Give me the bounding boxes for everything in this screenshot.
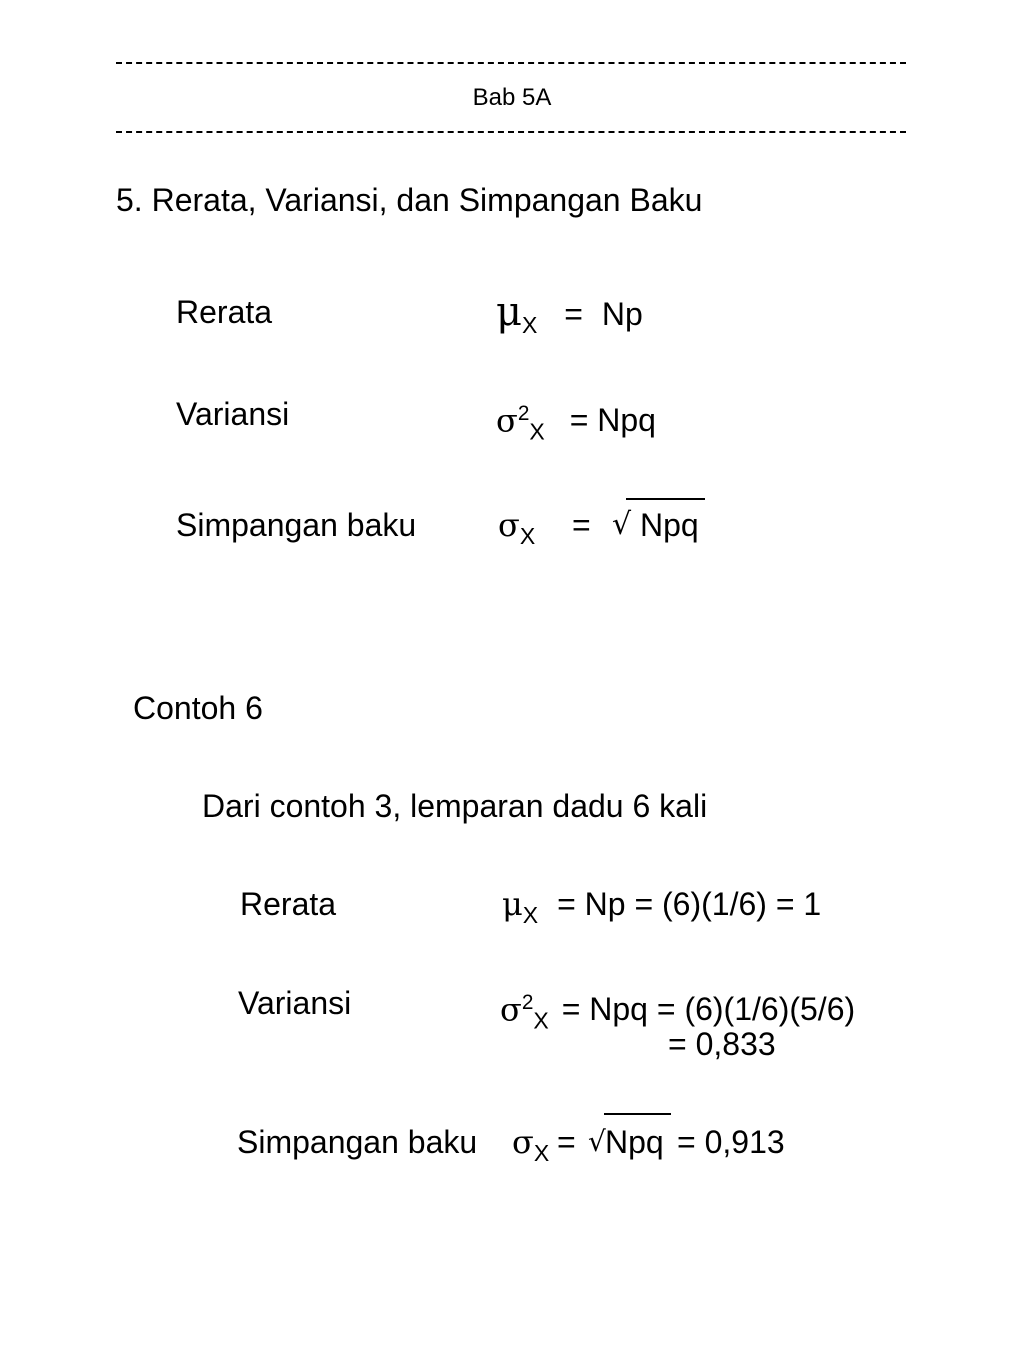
- chapter-label: Bab 5A: [472, 84, 552, 111]
- example-stddev-label: Simpangan baku: [237, 1124, 478, 1160]
- mu-symbol: μ: [496, 289, 522, 335]
- mean-label: Rerata: [176, 294, 273, 330]
- example-mean-label: Rerata: [240, 886, 337, 922]
- example-stddev-radicand: Npq: [605, 1124, 664, 1160]
- example-variance-label: Variansi: [238, 985, 352, 1021]
- sigma-symbol: σ: [500, 990, 522, 1029]
- example-variance-subscript: X: [533, 1007, 549, 1034]
- stddev-formula: [498, 507, 535, 554]
- mean-equals: =: [564, 296, 583, 332]
- example-variance-result: = 0,833: [668, 1026, 776, 1062]
- stddev-rhs: Npq: [640, 507, 699, 543]
- mean-subscript: X: [522, 312, 538, 339]
- stddev-label: Simpangan baku: [176, 507, 417, 543]
- example-intro: Dari contoh 3, lemparan dadu 6 kali: [202, 788, 708, 824]
- mean-rhs: Np: [601, 296, 643, 332]
- example-stddev-subscript: X: [533, 1140, 550, 1167]
- radical-sign-icon: √: [588, 1125, 606, 1158]
- stddev-equals: =: [572, 507, 591, 543]
- example-stddev-equals: =: [557, 1124, 576, 1160]
- example-variance-superscript: 2: [521, 991, 534, 1014]
- variance-subscript: X: [529, 418, 545, 445]
- example-variance-rhs: = Npq = (6)(1/6)(5/6): [561, 991, 856, 1028]
- stddev-subscript: X: [519, 523, 536, 550]
- section-title: 5. Rerata, Variansi, dan Simpangan Baku: [116, 182, 703, 218]
- radical-bar: [604, 1113, 671, 1115]
- header-divider-bottom: [116, 131, 906, 133]
- variance-superscript: 2: [517, 402, 530, 425]
- example-stddev-result: = 0,913: [677, 1124, 785, 1160]
- mean-formula: [496, 289, 643, 343]
- variance-rhs: = Npq: [569, 402, 656, 439]
- radical-sign-icon: √: [612, 507, 632, 542]
- sigma-symbol: σ: [498, 506, 520, 544]
- header-divider-top: [116, 62, 906, 64]
- example-mean-formula: [502, 886, 821, 933]
- mu-symbol: μ: [502, 885, 523, 923]
- example-title: Contoh 6: [133, 690, 263, 726]
- sigma-symbol: σ: [496, 401, 518, 440]
- sigma-symbol: σ: [512, 1123, 534, 1161]
- radical-bar: [626, 498, 705, 500]
- example-mean-rhs: = Np = (6)(1/6) = 1: [557, 886, 822, 922]
- variance-label: Variansi: [176, 396, 290, 432]
- variance-formula: [496, 396, 656, 450]
- example-mean-subscript: X: [522, 902, 539, 929]
- example-stddev-formula: [512, 1124, 549, 1171]
